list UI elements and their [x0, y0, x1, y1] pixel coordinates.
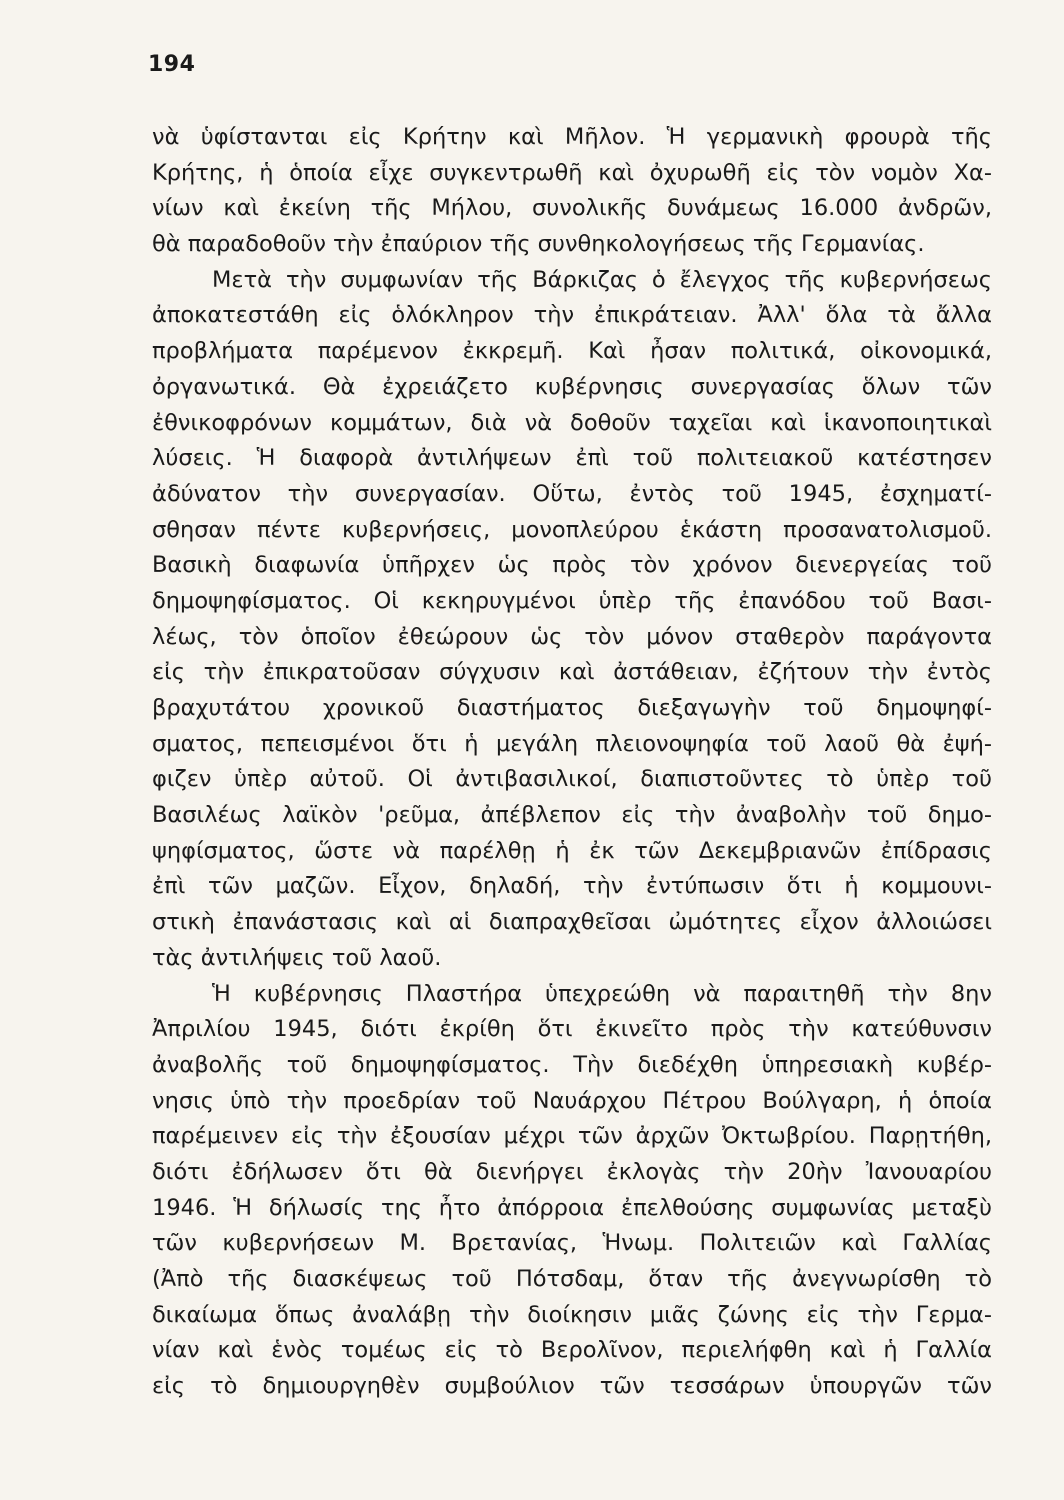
text-line: παρέμεινεν εἰς τὴν ἐξουσίαν μέχρι τῶν ἀρχῶν Ὀκτωβρίου. Παρῃτήθη, — [152, 1123, 992, 1150]
text-line: Κρήτης, ἡ ὁποία εἶχε συγκεντρωθῆ καὶ ὀχυρωθῆ εἰς τὸν νομὸν Χα- — [152, 159, 992, 186]
text-line: ἀδύνατον τὴν συνεργασίαν. Οὕτω, ἐντὸς τοῦ 1945, ἐσχηματί- — [152, 480, 992, 507]
text-line: δημοψηφίσματος. Οἱ κεκηρυγμένοι ὑπὲρ τῆς ἐπανόδου τοῦ Βασι- — [152, 587, 992, 614]
text-line: ψηφίσματος, ὥστε νὰ παρέλθῃ ἡ ἐκ τῶν Δεκεμβριανῶν ἐπίδρασις — [152, 837, 992, 864]
text-line: λύσεις. Ἡ διαφορὰ ἀντιλήψεων ἐπὶ τοῦ πολιτειακοῦ κατέστησεν — [152, 445, 992, 472]
text-line: ἀναβολῆς τοῦ δημοψηφίσματος. Τὴν διεδέχθη ὑπηρεσιακὴ κυβέρ- — [152, 1051, 992, 1078]
text-line: εἰς τὸ δημιουργηθὲν συμβούλιον τῶν τεσσάρων ὑπουργῶν τῶν — [152, 1373, 992, 1400]
text-line: διότι ἐδήλωσεν ὅτι θὰ διενήργει ἐκλογὰς τὴν 20ὴν Ἰανουαρίου — [152, 1158, 992, 1185]
text-line: Μετὰ τὴν συμφωνίαν τῆς Βάρκιζας ὁ ἔλεγχος τῆς κυβερνήσεως — [212, 266, 992, 293]
text-line: Βασικὴ διαφωνία ὑπῆρχεν ὡς πρὸς τὸν χρόνον διενεργείας τοῦ — [152, 552, 992, 579]
text-line: τῶν κυβερνήσεων Μ. Βρετανίας, Ἡνωμ. Πολιτειῶν καὶ Γαλλίας — [152, 1230, 992, 1257]
text-line: νὰ ὑφίστανται εἰς Κρήτην καὶ Μῆλον. Ἡ γερμανικὴ φρουρὰ τῆς — [152, 124, 992, 150]
text-line: λέως, τὸν ὁποῖον ἐθεώρουν ὡς τὸν μόνον σταθερὸν παράγοντα — [152, 623, 992, 650]
text-line: νίαν καὶ ἑνὸς τομέως εἰς τὸ Βερολῖνον, περιελήφθη καὶ ἡ Γαλλία — [152, 1337, 992, 1364]
text-line: νίων καὶ ἐκείνη τῆς Μήλου, συνολικῆς δυνάμεως 16.000 ἀνδρῶν, — [152, 195, 992, 222]
text-line: ἐθνικοφρόνων κομμάτων, διὰ νὰ δοθοῦν ταχεῖαι καὶ ἱκανοποιητικαὶ — [152, 409, 992, 436]
text-line: ἀποκατεστάθη εἰς ὁλόκληρον τὴν ἐπικράτειαν. Ἀλλ' ὅλα τὰ ἄλλα — [152, 302, 992, 329]
text-line: φιζεν ὑπὲρ αὐτοῦ. Οἱ ἀντιβασιλικοί, διαπιστοῦντες τὸ ὑπὲρ τοῦ — [152, 766, 992, 793]
text-line: εἰς τὴν ἐπικρατοῦσαν σύγχυσιν καὶ ἀστάθειαν, ἐζήτουν τὴν ἐντὸς — [152, 659, 992, 686]
text-line: ἐπὶ τῶν μαζῶν. Εἶχον, δηλαδή, τὴν ἐντύπωσιν ὅτι ἡ κομμουνι- — [152, 873, 992, 900]
text-line: Ἀπριλίου 1945, διότι ἐκρίθη ὅτι ἐκινεῖτο πρὸς τὴν κατεύθυνσιν — [152, 1016, 992, 1043]
text-line: σματος, πεπεισμένοι ὅτι ἡ μεγάλη πλειονοψηφία τοῦ λαοῦ θὰ ἐψή- — [152, 730, 992, 757]
text-line: Βασιλέως λαϊκὸν 'ρεῦμα, ἀπέβλεπον εἰς τὴν ἀναβολὴν τοῦ δημο- — [152, 802, 992, 829]
text-line: τὰς ἀντιλήψεις τοῦ λαοῦ. — [152, 944, 442, 971]
text-line: προβλήματα παρέμενον ἐκκρεμῆ. Καὶ ἦσαν πολιτικά, οἰκονομικά, — [152, 338, 992, 365]
text-line: βραχυτάτου χρονικοῦ διαστήματος διεξαγωγὴν τοῦ δημοψηφί- — [152, 695, 992, 721]
text-line: νησις ὑπὸ τὴν προεδρίαν τοῦ Ναυάρχου Πέτρου Βούλγαρη, ἡ ὁποία — [152, 1087, 992, 1114]
text-line: 1946. Ἡ δήλωσίς της ἦτο ἀπόρροια ἐπελθούσης συμφωνίας μεταξὺ — [152, 1194, 992, 1221]
text-line: στικὴ ἐπανάστασις καὶ αἱ διαπραχθεῖσαι ὠμότητες εἶχον ἀλλοιώσει — [152, 909, 992, 936]
text-line: ὀργανωτικά. Θὰ ἐχρειάζετο κυβέρνησις συνεργασίας ὅλων τῶν — [152, 373, 992, 400]
text-line: θὰ παραδοθοῦν τὴν ἐπαύριον τῆς συνθηκολογήσεως τῆς Γερμανίας. — [152, 231, 925, 258]
page-number: 194 — [148, 52, 196, 77]
text-line: σθησαν πέντε κυβερνήσεις, μονοπλεύρου ἑκάστη προσανατολισμοῦ. — [152, 516, 992, 543]
text-line: (Ἀπὸ τῆς διασκέψεως τοῦ Πότσδαμ, ὅταν τῆς ἀνεγνωρίσθη τὸ — [152, 1266, 992, 1292]
text-line: Ἡ κυβέρνησις Πλαστήρα ὑπεχρεώθη νὰ παραιτηθῆ τὴν 8ην — [212, 980, 992, 1007]
body-text — [152, 120, 992, 1405]
text-line: δικαίωμα ὅπως ἀναλάβῃ τὴν διοίκησιν μιᾶς ζώνης εἰς τὴν Γερμα- — [152, 1301, 992, 1328]
